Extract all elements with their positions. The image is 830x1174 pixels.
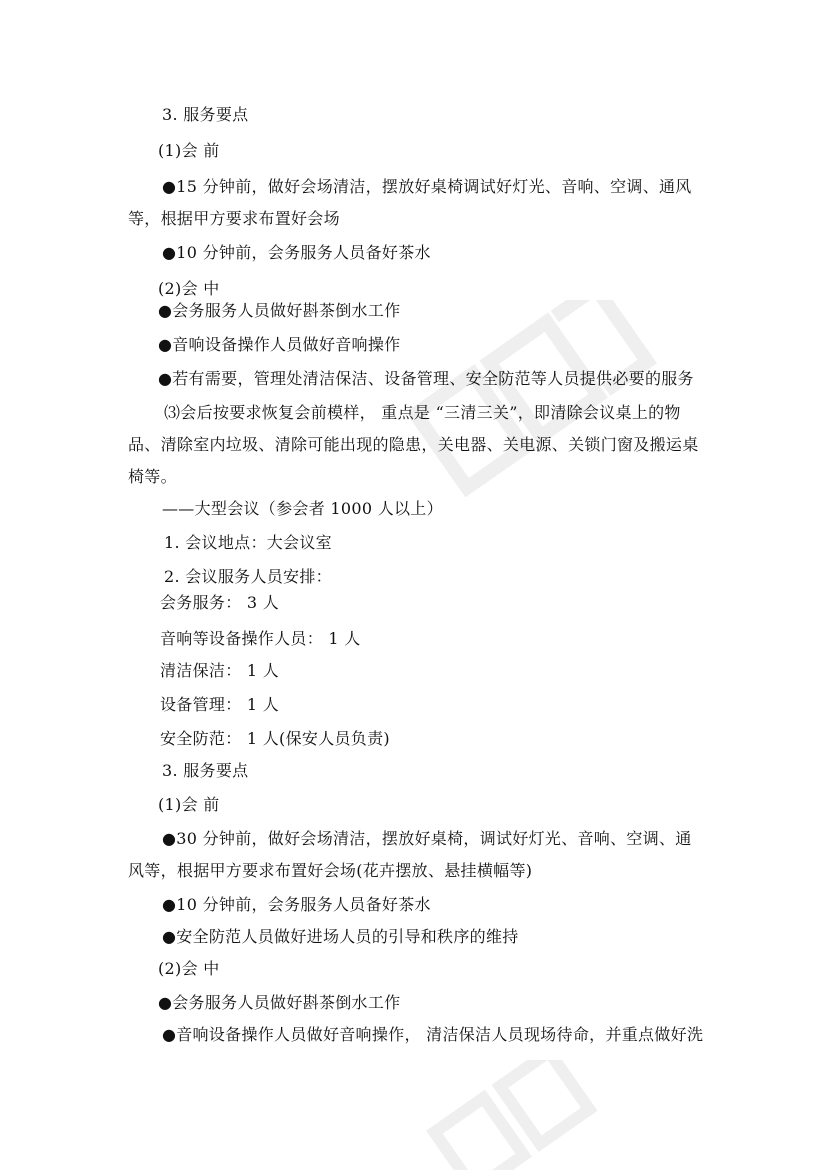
section2-before-item3: ●安全防范人员做好进场人员的引导和秩序的维持 (162, 927, 519, 946)
section2-points-heading: 3. 服务要点 (162, 761, 249, 780)
section1-before-item1-line1: ●15 分钟前，做好会场清洁，摆放好桌椅调试好灯光、音响、空调、通风 (162, 177, 692, 196)
section1-before-label: (1)会 前 (158, 141, 220, 160)
staff-item: 音响等设备操作人员： 1 人 (160, 629, 361, 648)
section1-after-line3: 椅等。 (128, 467, 177, 486)
section1-during-item3: ●若有需要，管理处清洁保洁、设备管理、安全防范等人员提供必要的服务 (158, 369, 694, 388)
staff-item: 安全防范： 1 人(保安人员负责) (160, 729, 390, 748)
staff-item: 设备管理： 1 人 (160, 695, 280, 714)
section2-before-item1-line2: 风等，根据甲方要求布置好会场(花卉摆放、悬挂横幅等) (128, 861, 533, 880)
section2-location: 1. 会议地点：大会议室 (164, 533, 332, 552)
watermark-logo (410, 300, 670, 500)
section1-during-item1: ●会务服务人员做好斟茶倒水工作 (158, 301, 401, 320)
section2-before-item2: ●10 分钟前，会务服务人员备好茶水 (162, 895, 431, 914)
section2-during-item2: ●音响设备操作人员做好音响操作， 清洁保洁人员现场待命，并重点做好洗 (162, 1025, 704, 1044)
section1-during-label: (2)会 中 (158, 279, 220, 298)
section1-after-line2: 品、清除室内垃圾、清除可能出现的隐患，关电器、关电源、关锁门窗及搬运桌 (128, 435, 699, 454)
section2-during-item1: ●会务服务人员做好斟茶倒水工作 (158, 993, 401, 1012)
watermark-logo-bottom (420, 1060, 620, 1170)
staff-item: 清洁保洁： 1 人 (160, 661, 280, 680)
section1-during-item2: ●音响设备操作人员做好音响操作 (158, 335, 401, 354)
section2-title: ——大型会议（参会者 1000 人以上） (162, 499, 443, 518)
section2-staff-heading: 2. 会议服务人员安排： (164, 567, 332, 586)
section1-heading: 3. 服务要点 (162, 105, 249, 124)
section2-before-item1-line1: ●30 分钟前，做好会场清洁，摆放好桌椅，调试好灯光、音响、空调、通 (162, 829, 692, 848)
section1-before-item1-line2: 等，根据甲方要求布置好会场 (128, 209, 340, 228)
section2-during-label: (2)会 中 (158, 959, 220, 978)
section1-before-item2: ●10 分钟前，会务服务人员备好茶水 (162, 243, 431, 262)
staff-item: 会务服务： 3 人 (160, 593, 280, 612)
section1-after-line1: ⑶会后按要求恢复会前模样， 重点是 “三清三关”，即清除会议桌上的物 (164, 403, 681, 422)
section2-before-label: (1)会 前 (158, 795, 220, 814)
